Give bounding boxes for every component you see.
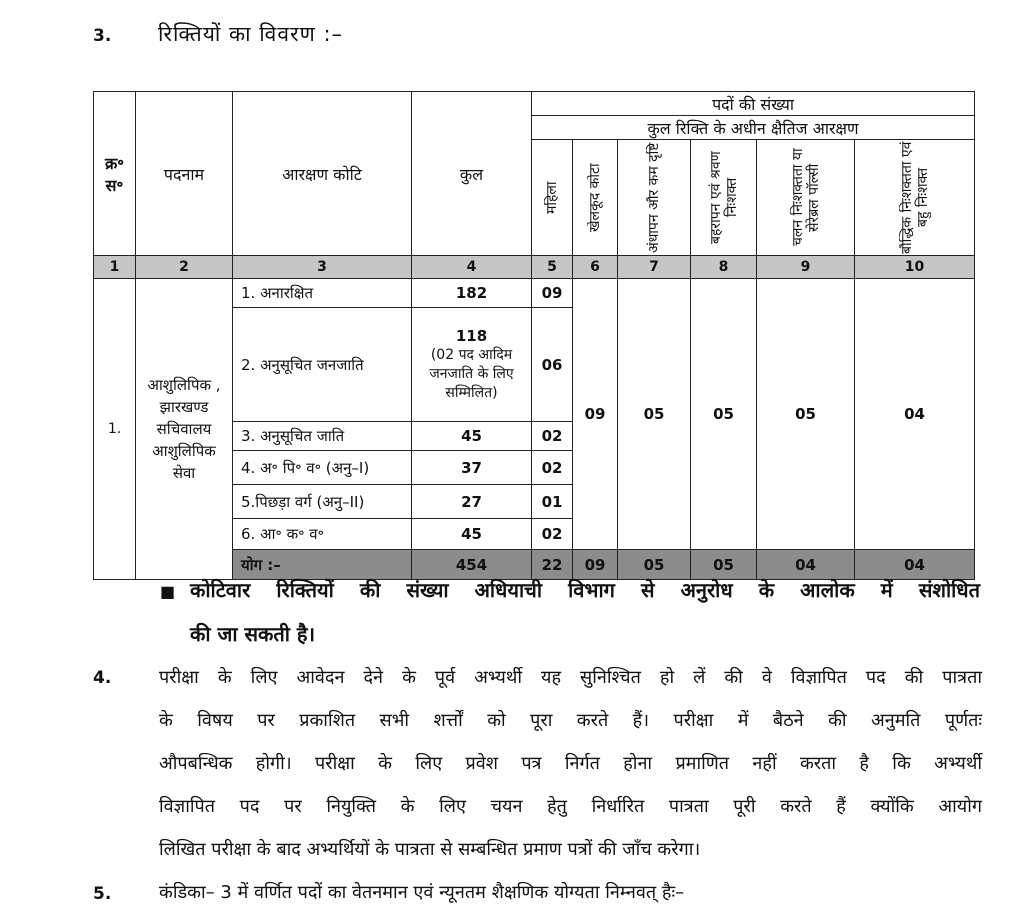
col-number: 6 [573, 256, 618, 279]
section-3-title: रिक्तियों का विवरण :– [158, 22, 344, 46]
header-total: कुल [412, 92, 532, 256]
section-4-line: लिखित परीक्षा के बाद अभ्यर्थियों के पात्रता से सम्बन्धित प्रमाण पत्रों की जाँच करेगा। [159, 839, 701, 860]
header-intellectual-text: बौद्धिक निःशक्तता एवं बहु निःशक्त [898, 141, 931, 254]
total-cell [412, 308, 532, 422]
total-row-locomotor: 04 [757, 550, 855, 580]
post-name-cell: आशुलिपिक , झारखण्ड सचिवालय आशुलिपिक सेवा [136, 279, 233, 580]
header-blind [618, 140, 691, 256]
col-number: 9 [757, 256, 855, 279]
total-value: 118 [455, 326, 488, 345]
header-locomotor [757, 140, 855, 256]
category-cell: 5.पिछड़ा वर्ग (अनु–II) [233, 485, 412, 519]
section-4-text [159, 656, 982, 871]
women-cell: 02 [532, 519, 573, 550]
section-4-line: के विषय पर प्रकाशित सभी शर्त्तों को पूरा करते हैं। परीक्षा में बैठने की अनुमति पूर्णतः [159, 710, 982, 731]
total-row-women: 22 [532, 550, 573, 580]
col-number: 7 [618, 256, 691, 279]
note-line-1: कोटिवार रिक्तियों की संख्या अधियाची विभाग से अनुरोध के आलोक में संशोधित [190, 578, 980, 602]
category-cell: 3. अनुसूचित जाति [233, 422, 412, 451]
total-row-blind: 05 [618, 550, 691, 580]
women-cell: 02 [532, 422, 573, 451]
note-bullet-icon: ■ [160, 582, 176, 601]
total-row-deaf: 05 [691, 550, 757, 580]
col-number: 5 [532, 256, 573, 279]
col-number: 3 [233, 256, 412, 279]
women-cell: 01 [532, 485, 573, 519]
header-women [532, 140, 573, 256]
header-serial: क्र॰ स॰ [94, 92, 136, 256]
col-number: 4 [412, 256, 532, 279]
total-cell: 27 [412, 485, 532, 519]
vacancy-table [93, 91, 975, 580]
total-row-sports: 09 [573, 550, 618, 580]
section-4-line: औपबन्धिक होगी। परीक्षा के लिए प्रवेश पत्र निर्गत होना प्रमाणित नहीं करता है कि अभ्यर्थी [159, 753, 982, 774]
header-horizontal-reservation: कुल रिक्ति के अधीन क्षैतिज आरक्षण [532, 116, 975, 140]
total-row-label: योग :– [233, 550, 412, 580]
note-line-2: की जा सकती है। [190, 622, 316, 646]
blind-cell: 05 [618, 279, 691, 550]
header-intellectual [855, 140, 975, 256]
header-category: आरक्षण कोटि [233, 92, 412, 256]
total-row-total: 454 [412, 550, 532, 580]
locomotor-cell: 05 [757, 279, 855, 550]
category-cell: 1. अनारक्षित [233, 279, 412, 308]
header-deaf [691, 140, 757, 256]
note [190, 568, 980, 656]
total-cell: 45 [412, 422, 532, 451]
section-4-line: परीक्षा के लिए आवेदन देने के पूर्व अभ्यर्थी यह सुनिश्चित हो लें की वे विज्ञापित पद की पात्रता [159, 667, 982, 688]
section-4-number: 4. [93, 668, 112, 688]
header-locomotor-text: चलन निःशक्तता या सेरेब्रल पॉल्सी [789, 148, 822, 247]
category-cell: 2. अनुसूचित जनजाति [233, 308, 412, 422]
serial-cell: 1. [94, 279, 136, 580]
header-sports [573, 140, 618, 256]
total-cell: 45 [412, 519, 532, 550]
header-deaf-text: बहरापन एवं श्रवण निःशक्त [707, 151, 740, 244]
header-post: पदनाम [136, 92, 233, 256]
header-sports-text: खेलकूद कोटा [587, 163, 603, 232]
total-cell: 182 [412, 279, 532, 308]
total-row-intellectual: 04 [855, 550, 975, 580]
col-number: 2 [136, 256, 233, 279]
col-number: 10 [855, 256, 975, 279]
col-number: 1 [94, 256, 136, 279]
total-cell: 37 [412, 451, 532, 485]
category-cell: 4. अ॰ पि॰ व॰ (अनु–I) [233, 451, 412, 485]
section-3-number: 3. [93, 26, 112, 46]
col-number: 8 [691, 256, 757, 279]
women-cell: 09 [532, 279, 573, 308]
total-note: (02 पद आदिम जनजाति के लिए सम्मिलित) [429, 346, 514, 401]
sports-cell: 09 [573, 279, 618, 550]
deaf-cell: 05 [691, 279, 757, 550]
category-cell: 6. आ॰ क॰ व॰ [233, 519, 412, 550]
header-posts-count: पदों की संख्या [532, 92, 975, 116]
section-5-text: कंडिका– 3 में वर्णित पदों का वेतनमान एवं न्यूनतम शैक्षणिक योग्यता निम्नवत् हैः– [159, 882, 685, 903]
women-cell: 06 [532, 308, 573, 422]
section-5-number: 5. [93, 884, 112, 904]
header-women-text: महिला [544, 181, 560, 214]
header-blind-text: अंधापन और कम दृष्टि [646, 142, 662, 253]
women-cell: 02 [532, 451, 573, 485]
section-4-line: विज्ञापित पद पर नियुक्ति के लिए चयन हेतु निर्धारित पात्रता पूरी करते हैं क्योंकि आयोग [159, 796, 982, 817]
intellectual-cell: 04 [855, 279, 975, 550]
